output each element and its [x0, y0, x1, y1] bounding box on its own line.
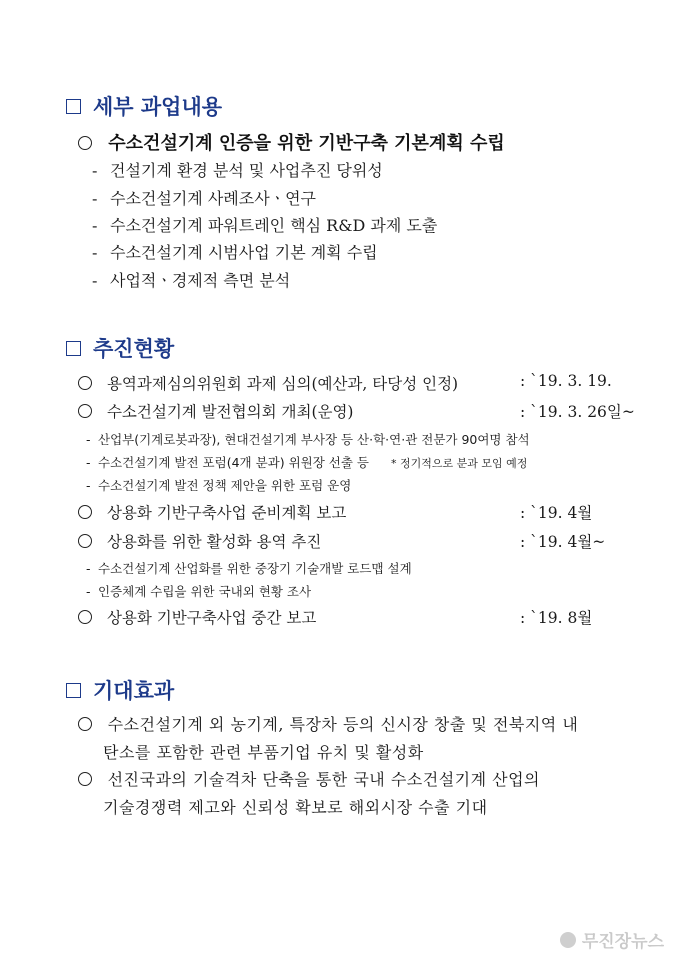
- progress-text: 상용화 기반구축사업 중간 보고: [106, 609, 317, 627]
- sub-item-text: 인증체계 수립을 위한 국내외 현황 조사: [98, 584, 312, 599]
- effect-text-cont: 기술경쟁력 제고와 신뢰성 확보로 해외시장 수출 기대: [103, 798, 488, 817]
- progress-row: [78, 400, 353, 422]
- progress-text: 수소건설기계 발전협의회 개최(운영): [106, 403, 354, 421]
- sub-item: - 인증체계 수립을 위한 국내외 현황 조사: [86, 584, 312, 599]
- watermark: [560, 927, 664, 952]
- checkbox-square-icon: [66, 341, 81, 356]
- progress-date: : `19. 4월: [520, 504, 593, 522]
- list-item: - 사업적ㆍ경제적 측면 분석: [92, 271, 291, 290]
- circle-bullet-icon: [78, 610, 92, 624]
- progress-row: [78, 501, 346, 523]
- footnote: * 정기적으로 분과 모임 예정: [390, 457, 528, 470]
- section-title: 추진현황: [93, 337, 175, 361]
- sub-item-text: 수소건설기계 산업화를 위한 중장기 기술개발 로드맵 설계: [98, 561, 412, 576]
- section-title: 기대효과: [93, 679, 175, 703]
- sub-item: - 산업부(기계로봇과장), 현대건설기계 부사장 등 산·학·연·관 전문가 90여명 참석: [86, 432, 530, 447]
- circle-bullet-icon: [78, 404, 92, 418]
- section-heading-detail: [66, 91, 222, 121]
- list-item-text: 수소건설기계 시범사업 기본 계획 수립: [110, 243, 378, 262]
- checkbox-square-icon: [66, 683, 81, 698]
- watermark-logo-icon: [560, 932, 576, 948]
- list-item-text: 건설기계 환경 분석 및 사업추진 당위성: [110, 161, 383, 180]
- circle-bullet-icon: [78, 717, 92, 731]
- progress-date: : `19. 3. 19.: [520, 372, 612, 390]
- effect-item: [78, 712, 578, 735]
- section-title: 세부 과업내용: [93, 95, 223, 119]
- sub-item-text: 산업부(기계로봇과장), 현대건설기계 부사장 등 산·학·연·관 전문가 90여명 참석: [98, 432, 530, 447]
- watermark-text: 무진장뉴스: [581, 932, 664, 952]
- list-item: - 건설기계 환경 분석 및 사업추진 당위성: [92, 161, 383, 180]
- progress-text: 상용화를 위한 활성화 용역 추진: [106, 533, 322, 551]
- circle-bullet-icon: [78, 772, 92, 786]
- progress-text: 상용화 기반구축사업 준비계획 보고: [106, 504, 347, 522]
- list-item: - 수소건설기계 파워트레인 핵심 R&D 과제 도출: [92, 216, 438, 235]
- sub-item: - 수소건설기계 산업화를 위한 중장기 기술개발 로드맵 설계: [86, 561, 412, 576]
- sub-item: - 수소건설기계 발전 포럼(4개 분과) 위원장 선출 등 * 정기적으로 분과 모임 예정: [86, 455, 528, 470]
- section-heading-progress: [66, 333, 174, 363]
- progress-date: : `19. 8월: [520, 609, 593, 627]
- sub-item: - 수소건설기계 발전 정책 제안을 위한 포럼 운영: [86, 478, 352, 493]
- list-item-text: 수소건설기계 사례조사ㆍ연구: [110, 189, 317, 208]
- sub-item-text: 수소건설기계 발전 정책 제안을 위한 포럼 운영: [98, 478, 352, 493]
- list-item: - 수소건설기계 사례조사ㆍ연구: [92, 189, 317, 208]
- checkbox-square-icon: [66, 99, 81, 114]
- progress-date: : `19. 3. 26일~: [520, 403, 635, 421]
- progress-row: [78, 372, 458, 394]
- detail-heading: [78, 129, 505, 155]
- effect-text: 수소건설기계 외 농기계, 특장차 등의 신시장 창출 및 전북지역 내: [107, 715, 579, 734]
- list-item-text: 사업적ㆍ경제적 측면 분석: [110, 271, 291, 290]
- section-heading-effects: [66, 675, 174, 705]
- sub-item-text: 수소건설기계 발전 포럼(4개 분과) 위원장 선출 등: [98, 455, 369, 470]
- circle-bullet-icon: [78, 376, 92, 390]
- progress-row: [78, 606, 316, 628]
- effect-text: 선진국과의 기술격차 단축을 통한 국내 수소건설기계 산업의: [107, 770, 541, 789]
- progress-date: : `19. 4월~: [520, 533, 606, 551]
- progress-text: 용역과제심의위원회 과제 심의(예산과, 타당성 인정): [106, 375, 459, 393]
- circle-bullet-icon: [78, 136, 92, 150]
- circle-bullet-icon: [78, 534, 92, 548]
- circle-bullet-icon: [78, 505, 92, 519]
- list-item-text: 수소건설기계 파워트레인 핵심 R&D 과제 도출: [110, 216, 438, 235]
- list-item: - 수소건설기계 시범사업 기본 계획 수립: [92, 243, 378, 262]
- detail-heading-text: 수소건설기계 인증을 위한 기반구축 기본계획 수립: [108, 133, 505, 154]
- progress-row: [78, 530, 321, 552]
- effect-item: [78, 767, 540, 790]
- effect-text-cont: 탄소를 포함한 관련 부품기업 유치 및 활성화: [103, 743, 424, 762]
